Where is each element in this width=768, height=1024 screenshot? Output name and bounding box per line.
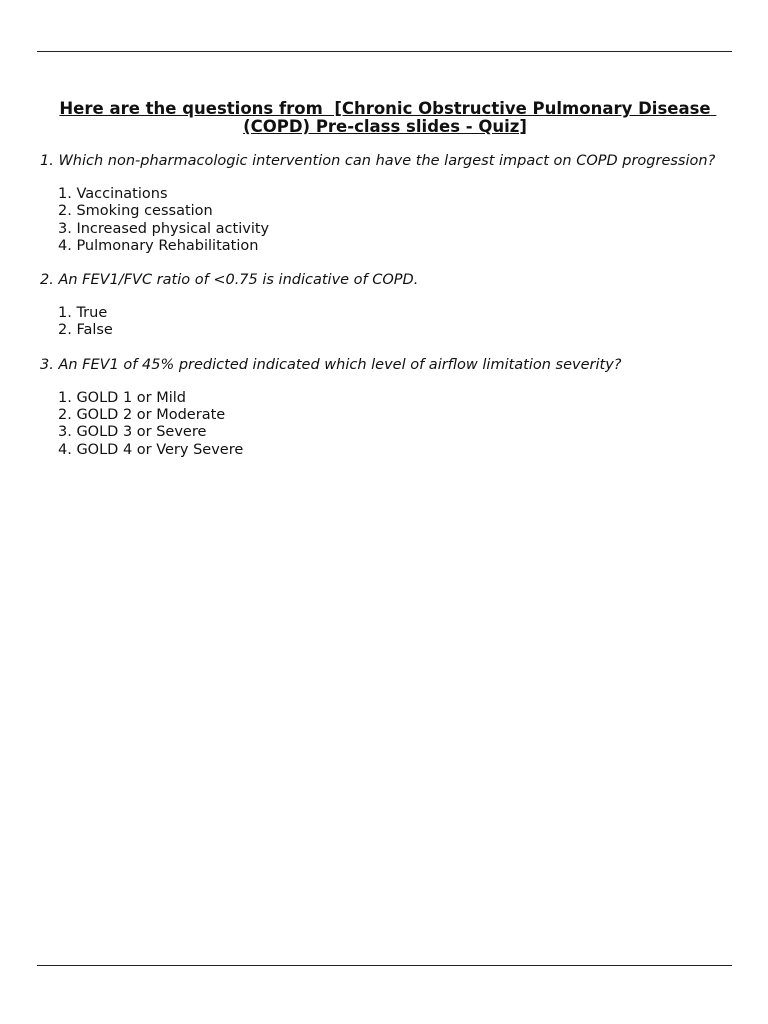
page-title: Here are the questions from [Chronic Obstructive Pulmonary Disease (COPD) Pre-class slides - Quiz]	[59, 99, 717, 136]
question-1-options	[40, 186, 730, 255]
question-1-option-4: 4. Pulmonary Rehabilitation	[58, 237, 259, 254]
question-2-option-2: 2. False	[58, 322, 113, 339]
question-1-option-2: 2. Smoking cessation	[58, 203, 213, 220]
question-1-text: 1. Which non-pharmacologic intervention can have the largest impact on COPD progression?	[40, 153, 716, 169]
question-3-option-1: 1. GOLD 1 or Mild	[58, 389, 186, 406]
question-2-options	[40, 305, 730, 340]
header-rule	[37, 51, 732, 52]
question-1-option-1: 1. Vaccinations	[58, 186, 168, 202]
quiz-document	[40, 100, 730, 459]
question-1-option-3: 3. Increased physical activity	[58, 220, 270, 237]
question-3-text: 3. An FEV1 of 45% predicted indicated which level of airflow limitation severity?	[40, 356, 622, 373]
question-2-text: 2. An FEV1/FVC ratio of <0.75 is indicative of COPD.	[40, 272, 419, 289]
question-2-option-1: 1. True	[58, 305, 108, 322]
footer-rule	[37, 965, 732, 966]
question-3-option-3: 3. GOLD 3 or Severe	[58, 424, 207, 441]
question-3-option-4: 4. GOLD 4 or Very Severe	[58, 441, 244, 458]
question-3-options	[40, 390, 730, 459]
question-3-option-2: 2. GOLD 2 or Moderate	[58, 407, 226, 424]
